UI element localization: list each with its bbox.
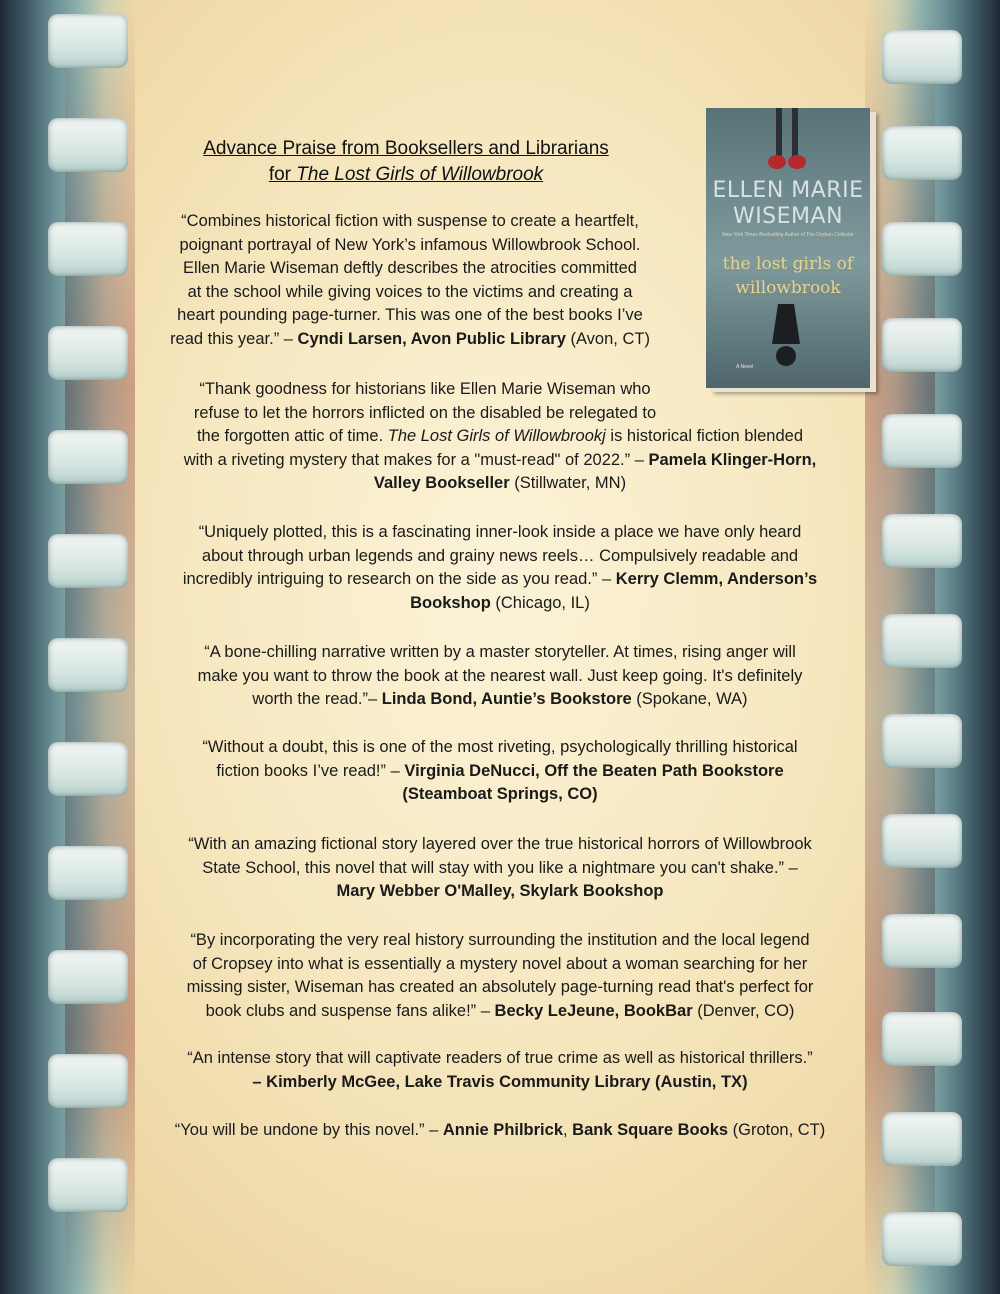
blurb-6: “With an amazing fictional story layered over the true historical horrors of Willowbrook State School, this novel that will stay with you like a nightmare you can't shake.” – Mary Webber O'Malley, Skylark Bookshop (188, 835, 812, 900)
blurb-attribution: Linda Bond, Auntie’s Bookstore (381, 690, 632, 708)
blurb-attribution: Kerry Clemm, Anderson’s (615, 570, 818, 588)
film-hole (882, 222, 962, 276)
blurb-attribution: Annie Philbrick (442, 1121, 563, 1139)
film-hole (48, 638, 128, 692)
film-hole (48, 1158, 128, 1212)
cover-novel-label: A Novel (736, 364, 754, 370)
film-hole (882, 714, 962, 768)
film-hole (48, 430, 128, 484)
blurb-attribution: Cyndi Larsen, Avon Public Library (297, 329, 566, 348)
film-hole (882, 914, 962, 968)
film-hole (882, 414, 962, 468)
blurb-attribution: Becky LeJeune, BookBar (494, 1001, 693, 1020)
film-hole (48, 950, 128, 1004)
page-heading (150, 136, 662, 188)
heading-book-title: The Lost Girls of Willowbrook (296, 164, 544, 185)
blurb-7: “By incorporating the very real history surrounding the institution and the local legend of Cropsey into what is essentially a mystery novel about a woman searching for her missing sister, Wiseman has created an absolutely page-turning read that's perfect for book clubs and suspense fans alike!” – Becky LeJeune, BookBar (Denver, CO) (186, 931, 814, 1020)
blurb-4: “A bone-chilling narrative written by a master storyteller. At times, rising anger will make you want to throw the book at the nearest wall. Just keep going. It's definitely worth the read.”– Linda Bond, Auntie’s Bookstore (Spokane, WA) (197, 643, 803, 708)
film-hole (882, 318, 962, 372)
film-hole (882, 614, 962, 668)
film-hole (48, 118, 128, 172)
blurb-8: “An intense story that will captivate readers of true crime as well as historical thrillers.” – Kimberly McGee, Lake Travis Community Library (Austin, TX) (187, 1049, 813, 1091)
film-hole (882, 514, 962, 568)
film-hole (48, 742, 128, 796)
blurb-attribution: Pamela Klinger-Horn, (648, 450, 817, 469)
red-shoes-illustration (752, 108, 822, 178)
blurb-5: “Without a doubt, this is one of the most riveting, psychologically thrilling historical fiction books I’ve read!” – Virginia DeNucci, Off the Beaten Path Bookstore (Steamboat Springs, CO) (202, 738, 798, 803)
film-hole (48, 1054, 128, 1108)
film-hole (882, 30, 962, 84)
cover-title: the lost girls of willowbrook (722, 254, 854, 298)
film-hole (48, 326, 128, 380)
blurb-attribution: – Kimberly McGee, Lake Travis Community Library (Austin, TX) (252, 1072, 748, 1091)
blurb-attribution: Mary Webber O'Malley, Skylark Bookshop (336, 882, 664, 900)
film-strip-left (0, 0, 135, 1294)
film-hole (48, 222, 128, 276)
film-hole (882, 1212, 962, 1266)
cover-author: ELLEN MARIE WISEMAN (712, 178, 864, 229)
film-hole (882, 1012, 962, 1066)
blurb-3: “Uniquely plotted, this is a fascinating inner-look inside a place we have only heard about through urban legends and grainy news reels… Compulsively readable and incredibly intriguing to research on the side as you read.” – Kerry Clemm, Anderson’s Bookshop (Chicago, IL) (182, 523, 818, 612)
film-hole (882, 126, 962, 180)
blurb-9: “You will be undone by this novel.” – Annie Philbrick, Bank Square Books (Groton, CT) (174, 1121, 826, 1139)
blurb-2: “Thank goodness for historians like Ellen Marie Wiseman who refuse to let the horrors inflicted on the disabled be relegated to the forgotten attic of time. The Lost Girls of Willowbrookj is historical fiction blended with a riveting mystery that makes for a "must-read" of 2022.” – Pamela Klinger-Horn, Valley Bookseller (Stillwater, MN) (183, 380, 817, 492)
heading-line1: Advance Praise from Booksellers and Librarians (203, 138, 609, 159)
blurb-attribution: Virginia DeNucci, Off the Beaten Path Bookstore (404, 761, 784, 780)
cover-tagline: New York Times Bestselling Author of The Orphan Collector (722, 232, 854, 238)
film-hole (48, 846, 128, 900)
blurb-1: “Combines historical fiction with suspense to create a heartfelt, poignant portrayal of New York’s infamous Willowbrook School. Ellen Marie Wiseman deftly describes the atrocities committed at the school while giving voices to the victims and creating a heart pounding page-turner. This was one of the best books I’ve read this year.” – Cyndi Larsen, Avon Public Library (Avon, CT) (170, 212, 650, 348)
book-cover-image (706, 108, 870, 388)
film-hole (48, 534, 128, 588)
reflection-illustration (756, 304, 816, 388)
film-hole (882, 1112, 962, 1166)
film-hole (48, 14, 128, 68)
film-hole (882, 814, 962, 868)
heading-line2: for The Lost Girls of Willowbrook (268, 164, 544, 185)
film-strip-right (865, 0, 1000, 1294)
